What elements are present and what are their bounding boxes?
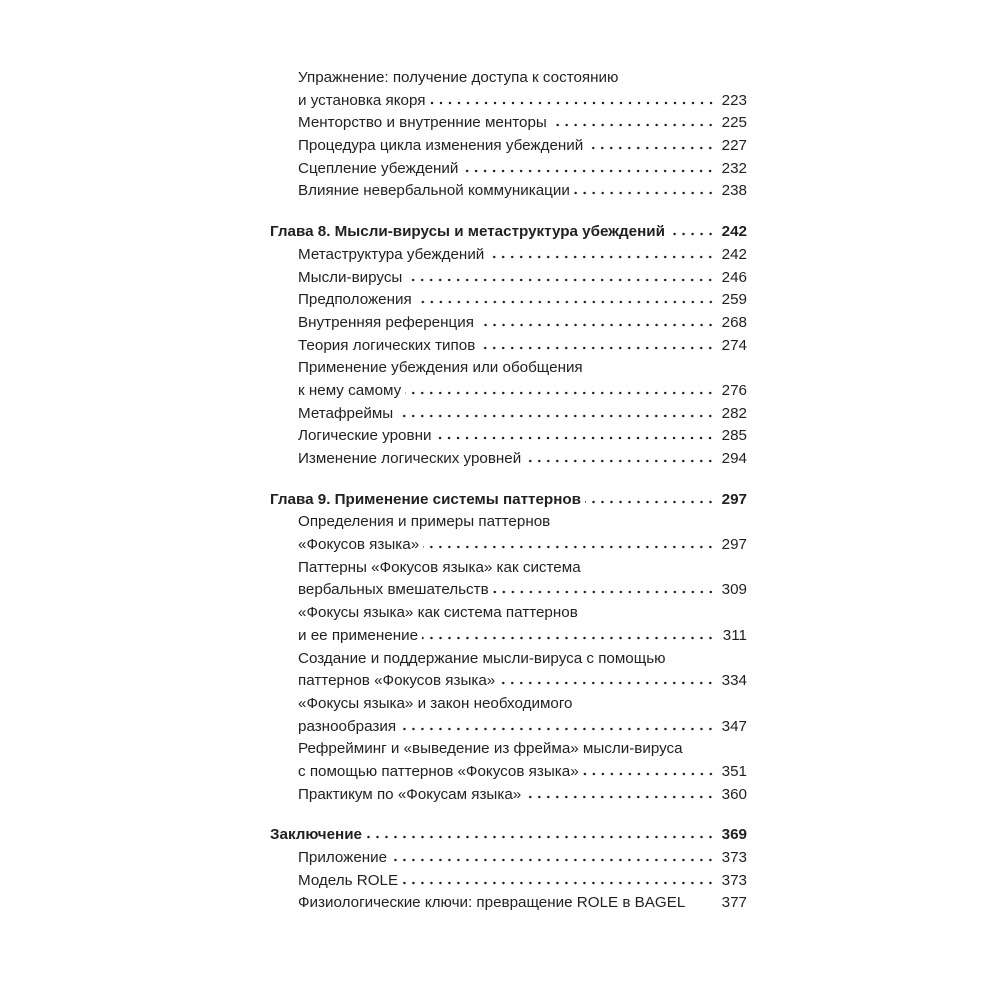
dot-leader xyxy=(423,545,715,549)
toc-entry[interactable] xyxy=(270,738,747,783)
dot-leader xyxy=(583,772,715,776)
toc-entry[interactable] xyxy=(270,511,747,556)
page-number: 377 xyxy=(721,894,747,912)
toc-section xyxy=(270,221,747,471)
toc-line xyxy=(270,135,747,158)
page-number: 259 xyxy=(721,291,747,309)
page-number: 294 xyxy=(721,450,747,467)
entry-title-line: и установка якоря xyxy=(298,91,426,109)
toc-line xyxy=(270,738,747,761)
entry-title-line: Внутренняя референция xyxy=(298,313,474,331)
toc-line xyxy=(270,602,747,625)
entry-title-line: Логические уровни xyxy=(298,427,432,445)
dot-leader xyxy=(585,500,715,504)
dot-leader xyxy=(587,146,715,150)
toc-entry[interactable] xyxy=(270,112,747,135)
entry-title-line: паттернов «Фокусов языка» xyxy=(298,672,496,690)
toc-line xyxy=(270,244,747,267)
dot-leader xyxy=(366,835,715,839)
toc-line xyxy=(270,112,747,135)
toc-section xyxy=(270,824,747,915)
dot-leader xyxy=(525,795,715,799)
dot-leader xyxy=(391,858,715,862)
dot-leader xyxy=(435,436,715,440)
entry-title-line: Создание и поддержание мысли-вируса с помощью xyxy=(298,649,666,667)
chapter-heading[interactable] xyxy=(270,489,747,512)
page-number: 282 xyxy=(721,404,747,422)
toc-entry[interactable] xyxy=(270,847,747,870)
entry-title-line: Предположения xyxy=(298,291,412,309)
toc-line xyxy=(270,180,747,203)
toc-line xyxy=(270,289,747,312)
toc-line xyxy=(270,892,747,915)
toc-line xyxy=(270,67,747,90)
toc-line xyxy=(270,870,747,893)
entry-title-line: Упражнение: получение доступа к состоянию xyxy=(298,69,619,86)
toc-line xyxy=(270,716,747,739)
toc-entry[interactable] xyxy=(270,67,747,112)
page-number: 285 xyxy=(721,427,747,445)
toc-line xyxy=(270,847,747,870)
chapter-heading[interactable] xyxy=(270,824,747,847)
entry-title-line: Метафреймы xyxy=(298,404,394,422)
toc-entry[interactable] xyxy=(270,784,747,807)
dot-leader xyxy=(402,881,715,885)
chapter-heading[interactable] xyxy=(270,221,747,244)
toc-entry[interactable] xyxy=(270,267,747,290)
page-number: 225 xyxy=(721,114,747,132)
page-number: 373 xyxy=(721,871,747,889)
entry-title-line: Физиологические ключи: превращение ROLE в BAGEL xyxy=(298,894,686,912)
page-number: 238 xyxy=(721,182,747,200)
dot-leader xyxy=(669,232,715,236)
entry-title-line: Теория логических типов xyxy=(298,336,476,354)
toc-line xyxy=(270,670,747,693)
toc-entry[interactable] xyxy=(270,870,747,893)
entry-title-line: разнообразия xyxy=(298,717,397,735)
toc-entry[interactable] xyxy=(270,648,747,693)
page-number: 369 xyxy=(721,826,747,844)
toc-entry[interactable] xyxy=(270,158,747,181)
dot-leader xyxy=(400,727,715,731)
dot-leader xyxy=(406,278,715,282)
toc-line xyxy=(270,380,747,403)
toc-line xyxy=(270,335,747,358)
toc-line xyxy=(270,761,747,784)
entry-title-line: Определения и примеры паттернов xyxy=(298,513,551,531)
dot-leader xyxy=(416,300,715,304)
dot-leader xyxy=(478,323,715,327)
toc-line xyxy=(270,403,747,426)
toc-entry[interactable] xyxy=(270,602,747,647)
toc-entry[interactable] xyxy=(270,312,747,335)
toc-line xyxy=(270,534,747,557)
page-number: 309 xyxy=(721,581,747,599)
toc-entry[interactable] xyxy=(270,892,747,915)
toc-line xyxy=(270,489,747,512)
entry-title-line: «Фокусов языка» xyxy=(298,536,420,554)
toc-section xyxy=(270,67,747,203)
toc-entry[interactable] xyxy=(270,557,747,602)
page-number: 232 xyxy=(721,159,747,177)
chapter-title: Заключение xyxy=(270,826,363,844)
entry-title-line: Рефрейминг и «выведение из фрейма» мысли-вируса xyxy=(298,740,683,758)
entry-title-line: Приложение xyxy=(298,849,388,866)
page-number: 227 xyxy=(721,137,747,155)
page-number: 297 xyxy=(721,490,747,508)
toc-line xyxy=(270,579,747,602)
toc-entry[interactable] xyxy=(270,357,747,402)
entry-title-line: Мысли-вирусы xyxy=(298,268,403,286)
page-number: 347 xyxy=(721,717,747,735)
dot-leader xyxy=(689,903,715,907)
entry-title-line: Метаструктура убеждений xyxy=(298,245,485,263)
dot-leader xyxy=(551,123,715,127)
toc-line xyxy=(270,90,747,113)
entry-title-line: с помощью паттернов «Фокусов языка» xyxy=(298,762,579,780)
toc-line xyxy=(270,312,747,335)
entry-title-line: Влияние невербальной коммуникации xyxy=(298,182,570,200)
entry-title-line: «Фокусы языка» как система паттернов xyxy=(298,604,578,622)
chapter-title: Глава 8. Мысли-вирусы и метаструктура убеждений xyxy=(270,223,665,241)
toc-line xyxy=(270,557,747,580)
page-number: 360 xyxy=(721,785,747,803)
dot-leader xyxy=(525,459,715,463)
toc-line xyxy=(270,425,747,448)
toc-line xyxy=(270,784,747,807)
toc-entry[interactable] xyxy=(270,135,747,158)
toc-entry[interactable] xyxy=(270,244,747,267)
page-number: 274 xyxy=(721,336,747,354)
dot-leader xyxy=(422,636,715,640)
toc-entry[interactable] xyxy=(270,693,747,738)
entry-title-line: Процедура цикла изменения убеждений xyxy=(298,137,584,155)
toc-line xyxy=(270,158,747,181)
page-number: 242 xyxy=(721,245,747,263)
page-number: 276 xyxy=(721,381,747,399)
dot-leader xyxy=(405,391,715,395)
toc-line xyxy=(270,448,747,471)
toc-entry[interactable] xyxy=(270,448,747,471)
entry-title-line: и ее применение xyxy=(298,626,419,644)
toc-section xyxy=(270,489,747,807)
toc-entry[interactable] xyxy=(270,180,747,203)
entry-title-line: вербальных вмешательств xyxy=(298,581,489,599)
dot-leader xyxy=(574,191,715,195)
toc-entry[interactable] xyxy=(270,425,747,448)
entry-title-line: Изменение логических уровней xyxy=(298,450,522,467)
entry-title-line: Сцепление убеждений xyxy=(298,159,459,177)
entry-title-line: Практикум по «Фокусам языка» xyxy=(298,785,522,803)
entry-title-line: Менторство и внутренние менторы xyxy=(298,114,547,132)
entry-title-line: Паттерны «Фокусов языка» как система xyxy=(298,558,581,576)
chapter-title: Глава 9. Применение системы паттернов xyxy=(270,490,581,508)
page-number: 223 xyxy=(721,91,747,109)
entry-title-line: Модель ROLE xyxy=(298,871,399,889)
toc-line xyxy=(270,648,747,671)
dot-leader xyxy=(499,681,715,685)
dot-leader xyxy=(397,414,715,418)
toc-entry[interactable] xyxy=(270,403,747,426)
page-number: 297 xyxy=(721,536,747,554)
dot-leader xyxy=(493,590,715,594)
dot-leader xyxy=(488,255,715,259)
toc-entry[interactable] xyxy=(270,335,747,358)
dot-leader xyxy=(462,169,715,173)
entry-title-line: «Фокусы языка» и закон необходимого xyxy=(298,694,573,712)
toc-line xyxy=(270,511,747,534)
toc-line xyxy=(270,693,747,716)
entry-title-line: к нему самому xyxy=(298,381,402,399)
entry-title-line: Применение убеждения или обобщения xyxy=(298,359,583,377)
toc-line xyxy=(270,625,747,648)
toc-line xyxy=(270,267,747,290)
page-number: 242 xyxy=(721,223,747,241)
page-number: 246 xyxy=(721,268,747,286)
page-number: 351 xyxy=(721,762,747,780)
toc-line xyxy=(270,357,747,380)
page-number: 311 xyxy=(722,626,747,644)
dot-leader xyxy=(479,346,715,350)
page-number: 373 xyxy=(721,849,747,866)
page-number: 334 xyxy=(721,672,747,690)
toc-line xyxy=(270,221,747,244)
toc-line xyxy=(270,824,747,847)
page-number: 268 xyxy=(721,313,747,331)
dot-leader xyxy=(430,101,716,105)
toc-entry[interactable] xyxy=(270,289,747,312)
table-of-contents xyxy=(270,67,747,933)
